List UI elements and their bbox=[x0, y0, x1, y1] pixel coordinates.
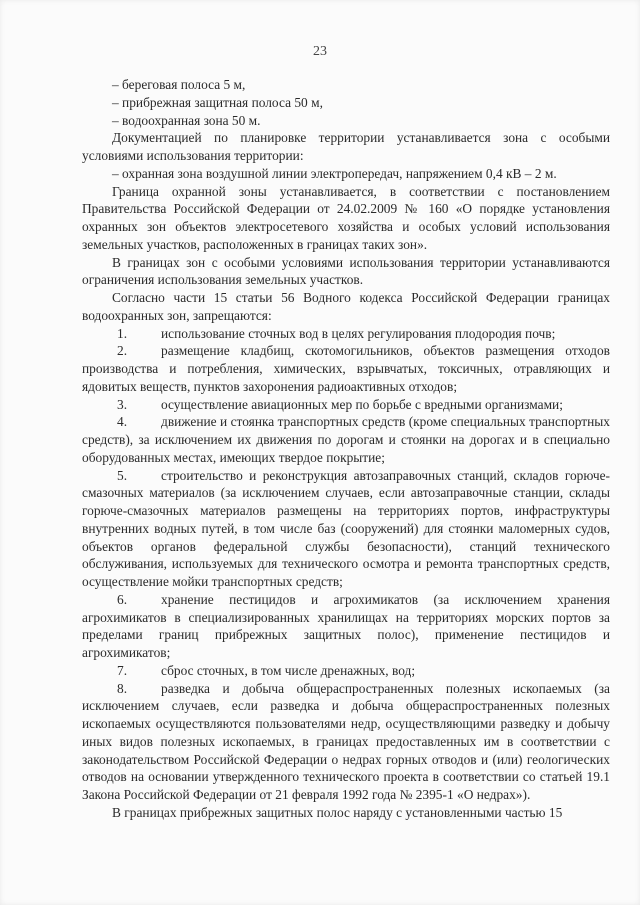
paragraph-text: – береговая полоса 5 м, bbox=[112, 77, 246, 92]
paragraph bbox=[82, 289, 610, 325]
paragraph-text: Граница охранной зоны устанавливается, в соответствии с постановлением Правительства Российской Федерации от 24.02.2009 № 160 «О порядке установления охранных зон объектов электросетевого хозяйства и особых условий использования земельных участков, расположенных в границах таких зон». bbox=[82, 183, 610, 252]
paragraph bbox=[82, 129, 610, 165]
list-item-text: осуществление авиационных мер по борьбе с вредными организмами; bbox=[161, 396, 563, 412]
list-item-text: разведка и добыча общераспространенных полезных ископаемых (за исключением случаев, если разведка и добыча общераспространенных полезных ископаемых осуществляются пользователями недр, осуществляющими разведку и добычу иных видов полезных ископаемых, в границах предоставленных им в соответствии с законодательством Российской Федерации о недрах горных отводов и (или) геологических отводов на основании утвержденного технического проекта в соответствии со статьей 19.1 Закона Российской Федерации от 21 февраля 1992 года № 2395-1 «О недрах»). bbox=[82, 680, 610, 802]
page-number: 23 bbox=[313, 44, 327, 59]
list-item bbox=[82, 413, 610, 466]
list-item-number: 3. bbox=[117, 396, 128, 412]
list-item-number: 1. bbox=[117, 325, 128, 341]
paragraph bbox=[82, 254, 610, 290]
paragraph-text: В границах зон с особыми условиями использования территории устанавливаются ограничения использования земельных участков. bbox=[82, 254, 610, 288]
list-item-number: 7. bbox=[117, 662, 128, 678]
list-item bbox=[82, 680, 610, 804]
paragraph-text: – водоохранная зона 50 м. bbox=[112, 112, 261, 128]
list-item bbox=[82, 591, 610, 662]
list-item-text: движение и стоянка транспортных средств (кроме специальных транспортных средств), за исключением их движения по дорогам и стоянки на дорогах и в специально оборудованных местах, имеющих твердое покрытие; bbox=[82, 414, 610, 465]
paragraph bbox=[82, 804, 610, 822]
list-item bbox=[82, 662, 610, 680]
paragraph bbox=[82, 165, 610, 183]
list-item-text: строительство и реконструкция автозаправочных станций, складов горюче-смазочных материалов (за исключением случаев, если автозаправочные станции, склады горюче-смазочных материалов размещены на территориях портов, инфраструктуры внутренних водных путей, в том числе баз (сооружений) для стоянки маломерных судов, объектов органов федеральной службы безопасности), станций технического обслуживания, используемых для технического осмотра и ремонта транспортных средств, осуществление мойки транспортных средств; bbox=[82, 467, 610, 589]
list-item-text: сброс сточных, в том числе дренажных, вод; bbox=[161, 662, 416, 678]
list-item-number: 6. bbox=[117, 591, 128, 607]
list-item-text: размещение кладбищ, скотомогильников, объектов размещения отходов производства и потребления, химических, взрывчатых, токсичных, отравляющих и ядовитых веществ, пунктов захоронения радиоактивных отходов; bbox=[82, 343, 610, 394]
list-item-number: 4. bbox=[117, 414, 128, 430]
paragraph bbox=[82, 112, 610, 130]
list-item-text: хранение пестицидов и агрохимикатов (за исключением хранения агрохимикатов в специализированных хранилищах на территориях морских портов за пределами границ прибрежных защитных полос), применение пестицидов и агрохимикатов; bbox=[82, 591, 610, 660]
paragraph bbox=[82, 94, 610, 112]
document-body bbox=[82, 76, 610, 822]
paragraph-text: – прибрежная защитная полоса 50 м, bbox=[112, 94, 323, 110]
list-item-text: использование сточных вод в целях регулирования плодородия почв; bbox=[161, 325, 556, 341]
paragraph bbox=[82, 76, 610, 94]
list-item-number: 5. bbox=[117, 467, 128, 483]
list-item bbox=[82, 325, 610, 343]
list-item bbox=[82, 467, 610, 591]
paragraph-text: Документацией по планировке территории устанавливается зона с особыми условиями использования территории: bbox=[82, 130, 610, 163]
list-item-number: 8. bbox=[117, 680, 128, 696]
paragraph-text: Согласно части 15 статьи 56 Водного кодекса Российской Федерации границах водоохранных зон, запрещаются: bbox=[82, 290, 610, 323]
paragraph-text: – охранная зона воздушной линии электропередач, напряжением 0,4 кВ – 2 м. bbox=[112, 165, 557, 181]
list-item bbox=[82, 396, 610, 414]
paragraph bbox=[82, 183, 610, 254]
paragraph-text: В границах прибрежных защитных полос наряду с установленными частью 15 bbox=[112, 804, 563, 820]
list-item-number: 2. bbox=[117, 343, 128, 359]
list-item bbox=[82, 342, 610, 395]
